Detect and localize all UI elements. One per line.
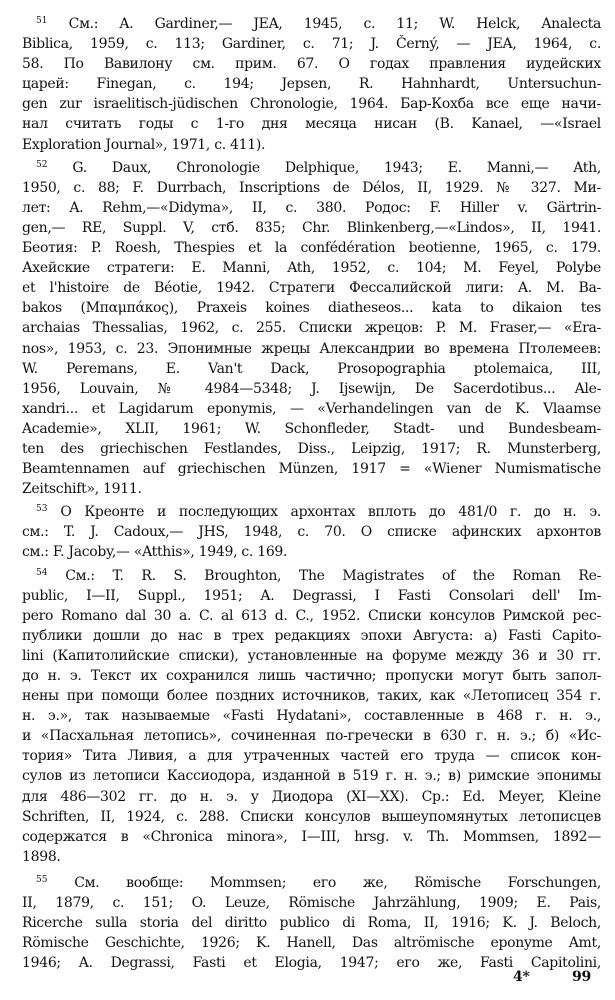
footnote-line: Ricerche sulla storia del diritto publico di Roma, II, 1916; K. J. Beloch, <box>22 915 601 932</box>
footnote-line: $^{51}$ См.: A. Gardiner,— JEA, 1945, с. 11; W. Helck, Analecta <box>36 16 601 32</box>
footnote-line: archaias Thessalias, 1962, с. 255. Списки жрецов: P. M. Fraser,— «Era- <box>22 320 601 337</box>
footnote-line: pero Romano dal 30 a. C. al 613 d. C., 1952. Списки консулов Римской рес- <box>22 607 601 624</box>
footnote-number: 54 <box>36 567 48 578</box>
footnote-line: Exploration Journal», 1971, с. 411). <box>22 136 266 153</box>
footnote-number: 51 <box>36 16 48 26</box>
footnote-line: Biblica, 1959, с. 113; Gardiner, с. 71; J. Černý, — JEA, 1964, с. <box>22 36 601 53</box>
footnote-line: Römische Geschichte, 1926; K. Hanell, Das altrömische eponyme Amt, <box>22 935 601 952</box>
footnote-line: Beamtennamen auf griechischen Münzen, 1917 = «Wiener Numismatische <box>22 461 601 478</box>
footnote-line: Schriften, II, 1924, с. 288. Списки консулов вышеупомянутых летописцев <box>22 808 601 825</box>
footnote-line: bakos (Μπαμπάκος), Praxeis koines diatheseos... kata to dikaion tes <box>22 300 601 317</box>
footnote-line: для 486—302 гг. до н. э. у Диодора (XI—XX). Ср.: Ed. Meyer, Kleine <box>22 788 601 805</box>
footnote-line: nos», 1953, с. 23. Эпонимные жрецы Александрии во времена Птолемеев: <box>22 340 601 357</box>
printer-signature: 4* <box>513 969 530 985</box>
footnote-line: $^{52}$ G. Daux, Chronologie Delphique, 1943; E. Manni,— Ath, <box>36 159 601 176</box>
footnote-51 <box>22 11 601 155</box>
footnote-line: Academie», XLII, 1961; W. Schonfleder, Stadt- und Bundesbeam- <box>22 420 601 437</box>
footnote-52 <box>22 155 601 500</box>
footnote-line: Zeitschift», 1911. <box>22 481 142 498</box>
footnote-line: н. э.», так называемые «Fasti Hydatani», составленные в 468 г. н. э., <box>22 708 601 725</box>
footnote-line: 1946; A. Degrassi, Fasti et Elogia, 1947; его же, Fasti Capitolini, <box>22 955 601 972</box>
footnote-line: public, I—II, Suppl., 1951; A. Degrassi, I Fasti Consolari dell' Im- <box>22 587 601 604</box>
footnote-line: 58. По Вавилону см. прим. 67. О годах правления иудейских <box>22 56 601 73</box>
footnote-line: нал считать годы с 1-го дня месяца нисан (B. Kanael, —«Israel <box>22 116 601 133</box>
footnote-line: и «Пасхальная летопись», сочиненная по-гречески в 630 г. н. э.; б) «Ис- <box>22 728 601 745</box>
footnote-number: 52 <box>36 159 48 170</box>
footnote-line: $^{55}$ См. вообще: Mommsen; его же, Römische Forschungen, <box>36 874 601 891</box>
footnote-54 <box>22 563 601 867</box>
footnote-line: W. Peremans, E. Van't Dack, Prosopographia ptolemaica, III, <box>22 360 601 377</box>
footnote-line: содержатся в «Chronica minora», I—III, hrsg. v. Th. Mommsen, 1892— <box>22 828 601 845</box>
footnote-line: царей: Finegan, с. 194; Jepsen, R. Hahnhardt, Untersuchun- <box>22 76 601 93</box>
footnote-line: lini (Капитолийские списки), установленные на форуме между 36 и 30 гг. <box>22 647 601 664</box>
footnote-line: тория» Тита Ливия, а для утраченных частей его труда — список кон- <box>22 748 601 765</box>
footnote-line: сулов из летописи Кассиодора, изданной в 519 г. н. э.; в) римские эпонимы <box>22 768 601 785</box>
footnote-line: $^{53}$ О Креонте и последующих архонтах вплоть до 481/0 г. до н. э. <box>36 504 601 521</box>
footnote-line: до н. э. Текст их сохранился лишь частично; пропуски могут быть запол- <box>22 668 601 684</box>
footnote-number: 55 <box>36 874 48 885</box>
footnote-line: см.: T. J. Cadoux,— JHS, 1948, с. 70. О списке афинских архонтов <box>22 524 601 541</box>
footnote-line: нены при помощи более поздних источников, таких, как «Летописец 354 г. <box>22 688 601 705</box>
footnote-line: gen,— RE, Suppl. V, стб. 835; Chr. Blinkenberg,—«Lindos», II, 1941. <box>22 219 601 236</box>
footnote-number: 53 <box>36 504 48 515</box>
footnote-line: 1898. <box>22 848 61 865</box>
footnote-line: см.: F. Jacoby,— «Atthis», 1949, с. 169. <box>22 544 288 561</box>
footnote-line: II, 1879, с. 151; O. Leuze, Römische Jahrzählung, 1909; E. Pais, <box>22 895 601 912</box>
footnote-line: 1956, Louvain, № 4984—5348; J. Ijsewijn, De Sacerdotibus... Ale- <box>22 380 601 397</box>
footnote-line: Ахейские стратеги: E. Manni, Ath, 1952, с. 104; M. Feyel, Polybe <box>22 260 601 277</box>
footnote-line: 1950, с. 88; F. Durrbach, Inscriptions de Délos, II, 1929. № 327. Ми- <box>22 179 601 196</box>
footnote-55 <box>22 870 601 973</box>
footnote-53 <box>22 499 601 562</box>
footnote-line: Беотия: P. Roesh, Thespies et la confédération beotienne, 1965, с. 179. <box>22 240 601 257</box>
footnote-line: лет: A. Rehm,—«Didyma», II, с. 380. Родос: F. Hiller v. Gärtrin- <box>22 199 601 216</box>
footnote-line: $^{54}$ См.: T. R. S. Broughton, The Magistrates of the Roman Re- <box>36 567 601 584</box>
page-number: 99 <box>572 969 591 985</box>
footnote-line: xandri... et Lagidarum eponymis, — «Verhandelingen van de K. Vlaamse <box>22 400 601 417</box>
footnote-line: gen zur israelitisch-jüdischen Chronologie, 1964. Бар-Кохба все еще начи- <box>22 96 601 113</box>
footnote-line: ten des griechischen Festlandes, Diss., Leipzig, 1917; R. Munsterberg, <box>22 440 601 457</box>
footnote-line: et l'histoire de Béotie, 1942. Стратеги Фессалийской лиги: A. M. Ba- <box>22 280 601 297</box>
footnote-line: публики дошли до нас в трех редакциях эпохи Августа: а) Fasti Capito- <box>22 627 601 644</box>
